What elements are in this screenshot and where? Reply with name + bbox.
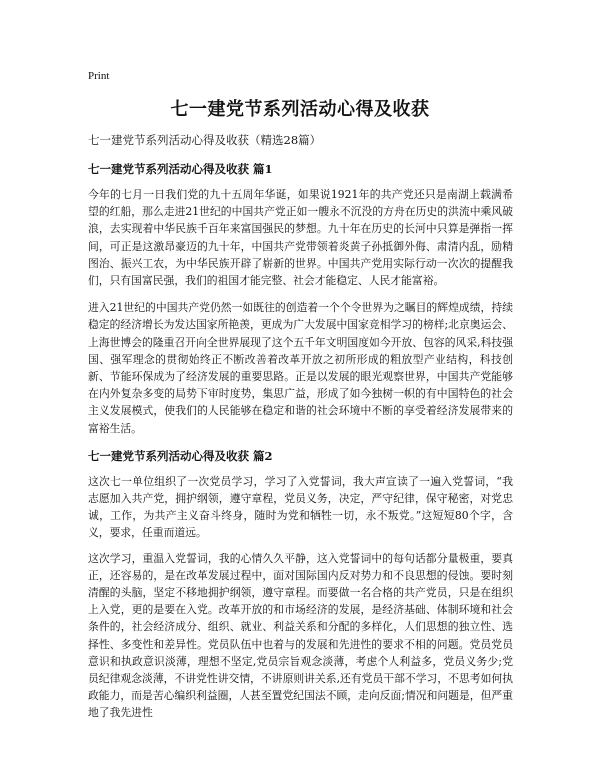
- paragraph: 进入21世纪的中国共产党仍然一如既往的创造着一个个令世界为之瞩目的辉煌成绩，持续稳定的经济增长为发达国家所艳羡，更成为广大发展中国家竞相学习的榜样;北京奥运会、上海世博会的隆重召开向全世界展现了这个五千年文明国度如今开放、包容的风采,科技强国、强军理念的贯彻始终正不断改善着改革开放之初所形成的粗放型产业结构，科技创新、节能环保成为了经济发展的重要思路。正是以发展的眼光观察世界，中国共产党能够在内外复杂多变的局势下审时度势，集思广益，形成了如今独树一帜的有中国特色的社会主义发展模式，使我们的人民能够在稳定和谐的社会环境中不断的享受着经济发展带来的富裕生活。: [88, 301, 513, 435]
- section-1: [88, 160, 513, 437]
- paragraph: 这次七一单位组织了一次党员学习，学习了入党誓词，我大声宣读了一遍入党誓词，“我志愿加入共产党，拥护纲领，遵守章程，党员义务，决定，严守纪律，保守秘密，对党忠诚，工作，为共产主义奋斗终身，随时为党和牺牲一切，永不叛党。”这短短80个字，含义，要求，任重而道远。: [88, 474, 513, 540]
- section-heading: 七一建党节系列活动心得及收获 篇2: [88, 448, 273, 463]
- page-title: 七一建党节系列活动心得及收获: [170, 99, 430, 120]
- section-heading: 七一建党节系列活动心得及收获 篇1: [88, 162, 273, 176]
- document-body: [88, 131, 513, 732]
- document-subtitle: 七一建党节系列活动心得及收获（精选28篇）: [88, 133, 322, 147]
- print-link[interactable]: Print: [88, 70, 110, 82]
- paragraph: 这次学习，重温入党誓词，我的心情久久平静，这入党誓词中的每句话都分量极重，要真正，还容易的，是在改革发展过程中，面对国际国内反对势力和不良思想的侵蚀。要时刻清醒的头脑，坚定不移地拥护纲领，遵守章程。而要做一名合格的共产党员，只是在组织上入党，更的是要在入党。改革开放的和市场经济的发展，是经济基础、体制环境和社会条件的，社会经济成分、组织、就业、利益关系和分配的多样化，人们思想的独立性、选择性、多变性和差异性。党员队伍中也着与的发展和先进性的要求不相的问题。党员党员意识和执政意识淡薄，理想不坚定,党员宗旨观念淡薄，考虑个人利益多，党员义务少;党员纪律观念淡薄，不讲党性讲交情，不讲原则讲关系,还有党员干部不学习，不思考如何执政能力，而是苦心编织利益圈，人甚至置党纪国法不顾，走向反面;情况和问题是，但严重地了我先进性: [88, 551, 513, 720]
- section-2: [88, 447, 513, 722]
- paragraph: 今年的七月一日我们党的九十五周年华诞，如果说1921年的共产党还只是南湖上载满希望的红船，那么走进21世纪的中国共产党正如一艘永不沉没的方舟在历史的洪流中乘风破浪，去实现着中华民族千百年来富国强民的梦想。九十年在历史的长河中只算是弹指一挥间，可正是这激昂豪迈的九十年，中国共产党带领着炎黄子孙抵御外侮、肃清内乱，励精图治、振兴工农，为中华民族开辟了崭新的世界。中国共产党用实际行动一次次的提醒我们，只有国富民强，我们的祖国才能完整、社会才能稳定、人民才能富裕。: [88, 188, 513, 288]
